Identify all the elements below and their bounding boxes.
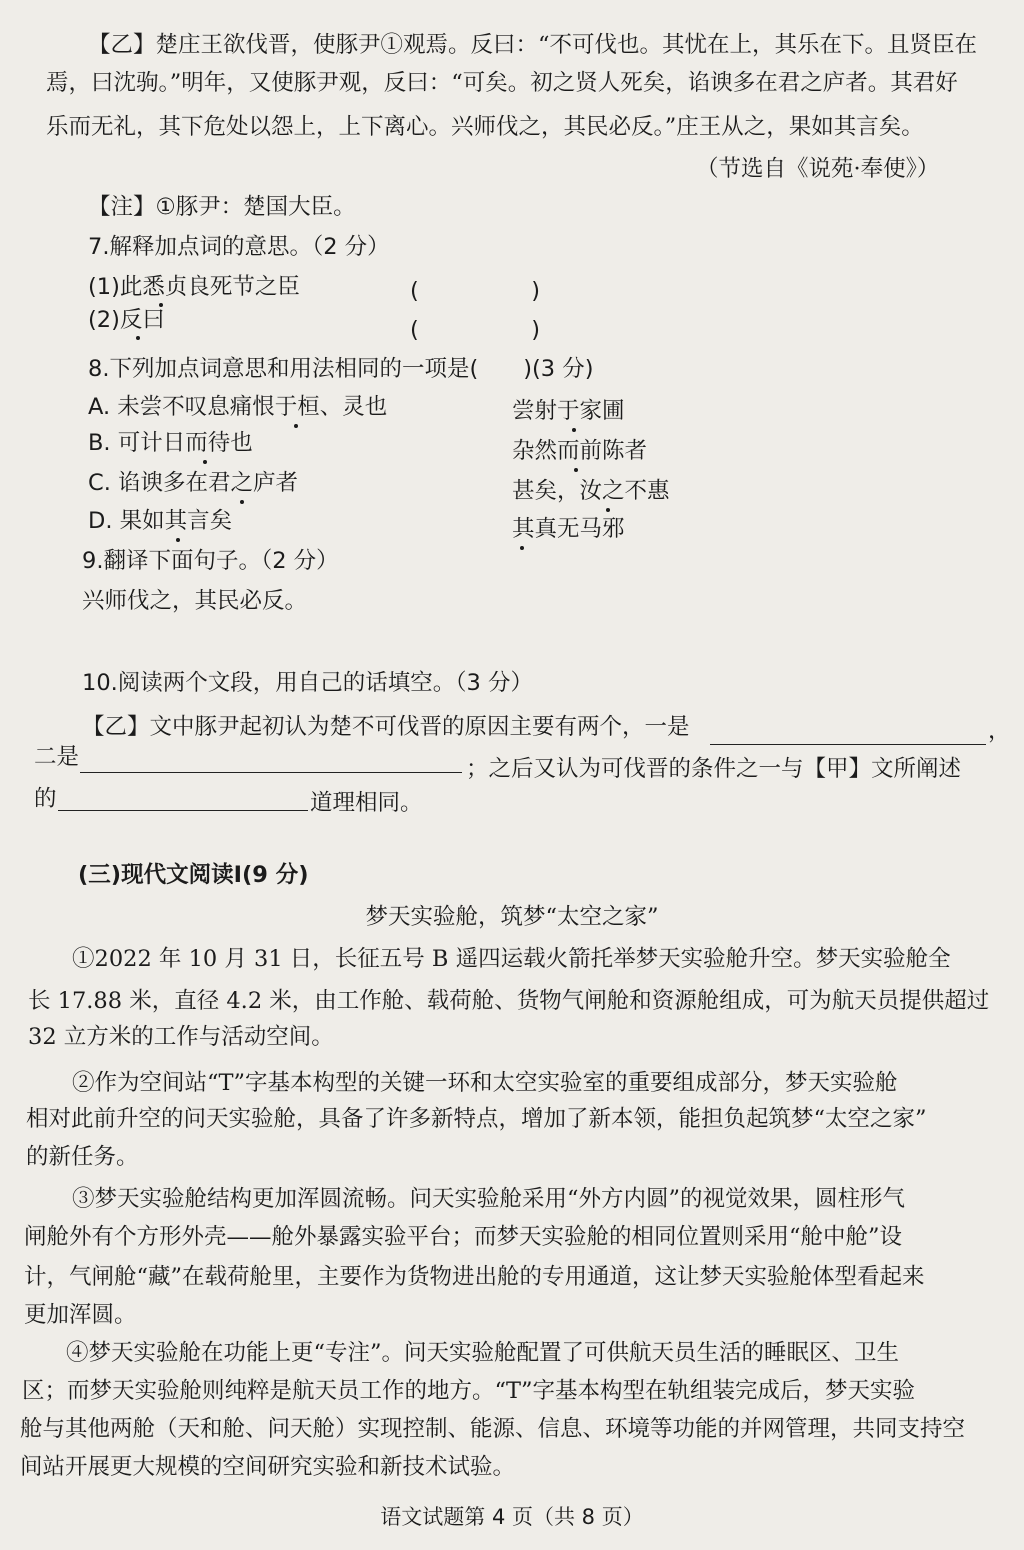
question-7-item-1-answer[interactable]: ( ) [410,278,541,304]
question-8-option-a-right: 尝射于家圃 [512,398,625,424]
article-p3-line-2: 闸舱外有个方形外壳——舱外暴露实验平台；而梦天实验舱的相同位置则采用“舱中舱”设 [24,1224,903,1250]
question-9-sentence: 兴师伐之，其民必反。 [82,588,308,614]
article-p3-line-3: 计，气闸舱“藏”在载荷舱里，主要作为货物进出舱的专用通道，这让梦天实验舱体型看起来 [24,1264,925,1290]
question-10-line-1: 【乙】文中豚尹起初认为楚不可伐晋的原因主要有两个，一是 [82,714,690,740]
question-8-option-c-right: 甚矣，汝之不惠 [512,478,670,504]
article-p4-line-3: 舱与其他两舱（天和舱、问天舱）实现控制、能源、信息、环境等功能的并网管理，共同支持空 [20,1416,966,1442]
passage-note: 【注】①豚尹：楚国大臣。 [88,194,356,220]
question-7-title: 7.解释加点词的意思。（2 分） [88,234,390,260]
question-10-line-3-start: 的 [34,786,57,812]
passage-yi-line-2: 焉，曰沈驹。”明年，又使豚尹观，反曰：“可矣。初之贤人死矣，谄谀多在君之庐者。其君好 [46,70,958,96]
article-p1-line-1: ①2022 年 10 月 31 日，长征五号 B 遥四运载火箭托举梦天实验舱升空。梦天实验舱全 [72,946,951,972]
question-7-item-2: (2)反曰 [88,307,165,333]
question-10-comma: ， [988,718,1011,744]
article-p3-line-4: 更加浑圆。 [24,1302,137,1328]
emphasis-dot [520,546,524,550]
question-10-title: 10.阅读两个文段，用自己的话填空。（3 分） [82,670,534,696]
article-p3-line-1: ③梦天实验舱结构更加浑圆流畅。问天实验舱采用“外方内圆”的视觉效果，圆柱形气 [72,1186,906,1212]
emphasis-dot [136,336,140,340]
emphasis-dot [176,538,180,542]
passage-yi-line-3: 乐而无礼，其下危处以怨上，上下离心。兴师伐之，其民必反。”庄王从之，果如其言矣。 [46,114,924,140]
question-10-line-2-end: ；之后又认为可伐晋的条件之一与【甲】文所阐述 [466,756,962,782]
question-8-option-d-left[interactable]: D. 果如其言矣 [88,508,233,534]
question-10-blank-2[interactable] [80,772,462,773]
question-8-option-a-left[interactable]: A. 未尝不叹息痛恨于桓、灵也 [88,394,388,420]
article-p2-line-3: 的新任务。 [26,1144,139,1170]
emphasis-dot [606,508,610,512]
question-10-line-3-end: 道理相同。 [310,790,423,816]
question-9-title: 9.翻译下面句子。（2 分） [82,548,339,574]
question-8-title: 8.下列加点词意思和用法相同的一项是( )(3 分) [88,356,594,382]
question-8-option-d-right: 其真无马邪 [512,516,625,542]
article-p2-line-2: 相对此前升空的问天实验舱，具备了许多新特点，增加了新本领，能担负起筑梦“太空之家” [26,1106,927,1132]
emphasis-dot [294,424,298,428]
article-p1-line-2: 长 17.88 米，直径 4.2 米，由工作舱、载荷舱、货物气闸舱和资源舱组成，可为航天员提供超过 [28,988,990,1014]
article-p4-line-2: 区；而梦天实验舱则纯粹是航天员工作的地方。“T”字基本构型在轨组装完成后，梦天实验 [22,1378,916,1404]
emphasis-dot [203,460,207,464]
question-7-item-1: (1)此悉贞良死节之臣 [88,274,300,300]
section-3-heading: (三)现代文阅读Ⅰ(9 分) [78,862,309,888]
emphasis-dot [240,500,244,504]
page-footer: 语文试题第 4 页（共 8 页） [380,1505,644,1529]
question-8-option-c-left[interactable]: C. 谄谀多在君之庐者 [88,470,299,496]
question-10-line-2-start: 二是 [34,744,80,770]
emphasis-dot [574,468,578,472]
question-10-blank-1[interactable] [710,744,986,745]
article-p4-line-1: ④梦天实验舱在功能上更“专注”。问天实验舱配置了可供航天员生活的睡眠区、卫生 [66,1340,900,1366]
question-10-blank-3[interactable] [58,810,308,811]
question-8-option-b-left[interactable]: B. 可计日而待也 [88,430,253,456]
passage-source: （节选自《说苑·奉使》） [696,156,940,182]
article-p2-line-1: ②作为空间站“T”字基本构型的关键一环和太空实验室的重要组成部分，梦天实验舱 [72,1070,898,1096]
question-8-option-b-right: 杂然而前陈者 [512,438,648,464]
article-p1-line-3: 32 立方米的工作与活动空间。 [28,1024,334,1050]
emphasis-dot [572,428,576,432]
article-title: 梦天实验舱，筑梦“太空之家” [365,904,659,930]
passage-yi-line-1: 【乙】楚庄王欲伐晋，使豚尹①观焉。反曰：“不可伐也。其忧在上，其乐在下。且贤臣在 [88,32,978,58]
question-7-item-2-answer[interactable]: ( ) [410,317,541,343]
article-p4-line-4: 间站开展更大规模的空间研究实验和新技术试验。 [20,1454,516,1480]
